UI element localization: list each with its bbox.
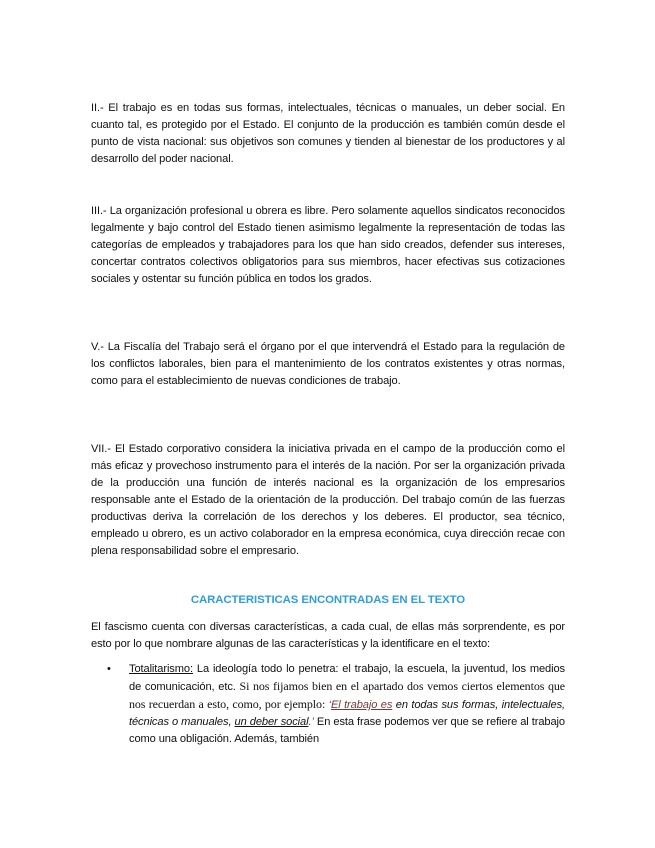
paragraph-ii bbox=[91, 100, 565, 168]
bullet-quote-close: .’ bbox=[308, 716, 314, 728]
bullet-quote-underline-1: El trabajo es bbox=[330, 699, 393, 711]
list-item bbox=[91, 661, 565, 748]
paragraph-v bbox=[91, 339, 565, 390]
paragraph-vii-text: VII.- El Estado corporativo considera la iniciativa privada en el campo de la producción como el más eficaz y provechoso instrumento para el interés de la nación. Por ser la organización privada de la producción una función de interés nacional es la organización de los empresarios responsable ante el Estado de la orientación de la producción. Del trabajo común de las fuerzas productivas deriva la correlación de los derechos y los deberes. El productor, sea técnico, empleado u obrero, es un activo colaborador en la empresa económica, cuya dirección recae con plena responsabilidad sobre el empresario. bbox=[91, 443, 565, 557]
section-heading: CARACTERISTICAS ENCONTRADAS EN EL TEXTO bbox=[190, 594, 466, 606]
paragraph-iii-text: III.- La organización profesional u obrera es libre. Pero solamente aquellos sindicatos reconocidos legalmente y bajo control del Estado tienen asimismo legalmente la representación de todas las categorías de empleados y trabajadores para los que han sido creados, defender sus intereses, concertar contratos colectivos obligatorios para sus miembros, hacer efectivas sus cotizaciones sociales y ostentar su función pública en todos los grados. bbox=[91, 205, 565, 285]
bullet-quote-open: ‘ bbox=[328, 699, 331, 711]
bullet-text-a: La ideología todo lo penetra: el trabajo, la escuela, la juventud, los medios de comunicación, etc. bbox=[129, 663, 565, 693]
bullet-text-b: Si nos fijamos bien en el apartado dos vemos ciertos elementos que nos recuerdan a esto, como, por ejemplo: bbox=[129, 679, 565, 711]
bullet-text-c: En esta frase podemos ver que se refiere al trabajo como una obligación. Además, también bbox=[129, 716, 565, 745]
paragraph-ii-text: II.- El trabajo es en todas sus formas, intelectuales, técnicas o manuales, un deber social. En cuanto tal, es protegido por el Estado. El conjunto de la producción es también común desde el punto de vista nacional: sus objetivos son comunes y tienden al bienestar de los productores y al desarrollo del poder nacional. bbox=[91, 102, 565, 165]
paragraph-vii bbox=[91, 441, 565, 560]
intro-text: El fascismo cuenta con diversas características, a cada cual, de ellas más sorprendente, es por esto por lo que nombrare algunas de las características y la identificare en el texto: bbox=[91, 621, 565, 650]
bullet-quote-underline-2: un deber social bbox=[234, 716, 309, 728]
intro-paragraph bbox=[91, 619, 565, 653]
paragraph-iii bbox=[91, 203, 565, 288]
paragraph-v-text: V.- La Fiscalía del Trabajo será el órgano por el que intervendrá el Estado para la regulación de los conflictos laborales, bien para el mantenimiento de los contratos existentes y otras normas, como para el establecimiento de nuevas condiciones de trabajo. bbox=[91, 341, 565, 387]
bullet-icon: • bbox=[107, 663, 111, 675]
bullet-quote-middle: en todas sus formas, intelectuales, técnicas o manuales, bbox=[129, 699, 565, 728]
characteristics-list bbox=[91, 661, 565, 748]
bullet-term: Totalitarismo: bbox=[129, 663, 193, 675]
